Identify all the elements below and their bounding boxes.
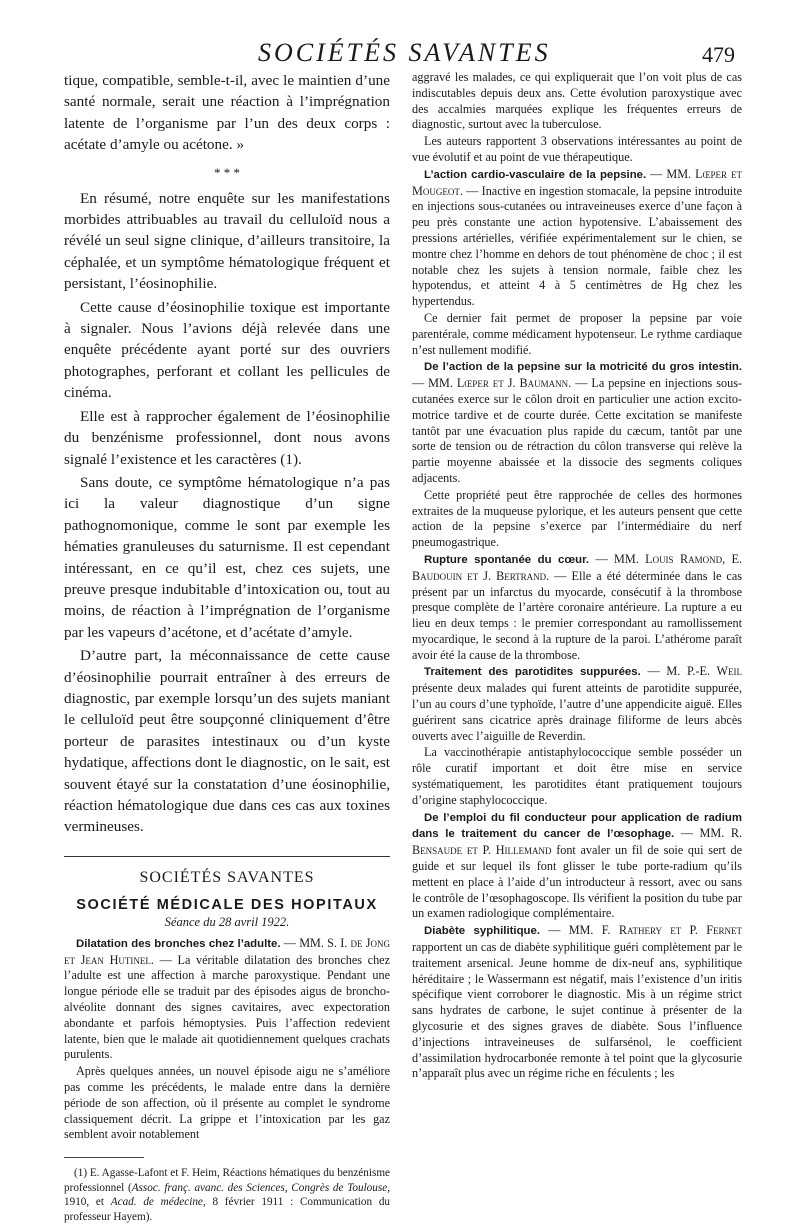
abstract-rubric: De l’emploi du fil conducteur pour application de radium dans le traitement du cancer de l’œsophage.	[412, 811, 742, 841]
abstract-authors: — MM. Louis Ramond, E. Baudouin et J. Bertrand. —	[412, 551, 742, 583]
abstract-authors: — M. P.-E. Weil	[640, 664, 742, 679]
section-divider	[64, 856, 390, 857]
abstract-authors: — MM. Lœper et J. Baumann. —	[412, 376, 592, 391]
society-title: SOCIÉTÉ MÉDICALE DES HOPITAUX	[76, 896, 378, 913]
abstract-diabete	[412, 923, 742, 1082]
abstract-text: Inactive en ingestion stomacale, la pepsine introduite en injections sous-cutanées ou intraveineuses exerce d’une façon à peu près constante une action hypotensive. L’abaissement des pressions artérielles, vérifiée expérimentalement sur le chien, se montre chez l’homme en dehors de tout phénomène de choc ; il est notable chez les sujets à tension normale, faible chez les hypotendus, et atteint 4 à 5 centimètres de Hg chez les hypertendus.	[412, 183, 742, 309]
paragraph: La vaccinothérapie antistaphylococcique semble posséder un rôle curatif important et doit être mise en service systématiquement, les parotidites étant pratiquement toujours d’origine staphylococcique.	[412, 745, 742, 807]
paragraph: Les auteurs rapportent 3 observations intéressantes au point de vue évolutif et au point de vue thérapeutique.	[412, 134, 742, 164]
page-number: 479	[702, 42, 735, 67]
footnote-text: , 8 février 1911 : Communication du professeur Hayem).	[64, 1196, 391, 1223]
footnote-source: Assoc. franç. avanc. des Sciences, Congrès de Toulouse	[131, 1181, 388, 1194]
footnote	[64, 1166, 390, 1224]
asterism-divider: * * *	[214, 164, 240, 180]
paragraph: aggravé les malades, ce qui expliquerait que l’on voit plus de cas indiscutables depuis deux ans. Cette évolution paroxystique avec des accalmies marquées explique les fréquentes erreurs de diagnostic, surtout avec la tuberculose.	[412, 70, 742, 132]
abstract-text: La pepsine en injections sous-cutanées exerce sur le côlon droit en particulier une action excito-motrice tardive et de courte durée. Cette excitation se manifeste tantôt par une évacuation plus rapide du cæcum, tantôt par une sorte de tension ou de rétraction du côlon transverse qui relève la partie moyenne abaissée et la dissocie des segments coliques adjacents.	[412, 376, 742, 485]
abstract-parotidites	[412, 664, 742, 744]
abstract-rubric: Dilatation des bronches chez l’adulte.	[76, 937, 281, 950]
abstract-text: Elle a été déterminée dans le cas présent par un infarctus du myocarde, consécutif à la thrombose presque complète de l’artère coronaire antérieure. La rupture a eu lieu en deux temps : le premier correspondant au ramollissement myocardique, le second à la rupture de la paroi. L’athérome paraît avoir été la cause de la thrombose.	[412, 568, 742, 662]
abstract-authors: — MM. R. Bensaude et P. Hillemand	[412, 826, 742, 858]
paragraph: Sans doute, ce symptôme hématologique n’a pas ici la valeur diagnostique d’un signe pathognomonique, comme le sont par exemple les hématies granuleuses du saturnisme. Il est cependant intéressant, en ce qu’il est, chez ces sujets, une preuve presque indubitable d’intoxication ou, tout au moins, de réaction à l’imprégnation de l’organisme par les vapeurs d’acétone, et d’acétate d’amyle.	[64, 473, 390, 641]
abstract-rubric: Rupture spontanée du cœur.	[424, 553, 590, 566]
paragraph: Après quelques années, un nouvel épisode aigu ne s’améliore pas comme les précédents, le malade entre dans la dernière période de son affection, où il présente au complet le syndrome classiquement décrit. La grippe et l’intoxication par les gaz semblent avoir notablement	[64, 1064, 390, 1142]
running-title: SOCIÉTÉS SAVANTES	[258, 38, 551, 67]
abstract-rubric: Traitement des parotidites suppurées.	[424, 666, 641, 679]
abstract-text: présente deux malades qui furent atteints de parotidite suppurée, l’un au cours d’une typhoïde, l’autre d’une appendicite aiguë. Elles guérirent sans cicatrice après drainage filiforme de leurs abcès ouverts avec l’aiguille de Reverdin.	[412, 681, 742, 743]
abstract-authors: — MM. F. Rathery et P. Fernet	[540, 923, 743, 938]
left-column	[64, 70, 390, 1224]
right-column	[412, 70, 742, 1082]
running-head	[0, 38, 800, 68]
paragraph: tique, compatible, semble-t-il, avec le maintien d’une santé normale, serait une réaction à l’imprégnation latente de l’organisme par l’un des deux corps : acétate d’amyle ou acétone. »	[64, 72, 390, 154]
abstract-authors: — MM. Lœper et Mougeot. —	[412, 166, 743, 198]
footnote-text: , 1910, et	[64, 1181, 390, 1209]
abstract-dilatation	[64, 936, 390, 1063]
abstract-rupture	[412, 552, 742, 664]
footnote-text: (1) E. Agasse-Lafont et F. Heim, Réactions hématiques du benzénisme professionnel (	[64, 1167, 390, 1194]
paragraph: Cette propriété peut être rapprochée de celles des hormones extraites de la muqueuse pylorique, et les auteurs pensent que cette action de la pepsine s’exerce par l’intermédiaire du nerf pneumogastrique.	[412, 487, 742, 550]
session-date: Séance du 28 avril 1922.	[164, 914, 290, 929]
paragraph: Elle est à rapprocher également de l’éosinophilie du benzénisme professionnel, dont nous avons signalé l’existence et les caractères (1).	[64, 407, 390, 468]
abstract-text: font avaler un fil de soie qui sert de guide et sur lequel ils font glisser le tube porte-radium qu’ils mettent en place à l’aide d’un introducteur à ressort, avec ou sans le contrôle de l’œsophagoscope. Ils vérifient la position du tube par un examen radiologique complémentaire.	[412, 843, 742, 921]
abstract-gros-intestin	[412, 359, 742, 486]
section-title: SOCIÉTÉS SAVANTES	[139, 868, 315, 886]
abstract-radium	[412, 810, 742, 923]
abstract-rubric: Diabète syphilitique.	[424, 925, 540, 938]
paragraph: Cette cause d’éosinophilie toxique est importante à signaler. Nous l’avions déjà relevée dans une enquête précédente ayant porté sur des ouvriers photographes, perforant et collant les pellicules de cinéma.	[64, 298, 390, 402]
abstract-rubric: De l’action de la pepsine sur la motricité du gros intestin.	[424, 361, 742, 374]
abstract-text: La véritable dilatation des bronches chez l’adulte est une affection à marche paroxystique. Pendant une longue période elle se traduit par des épisodes aigus de broncho-alvéolite donnant des signes cavitaires, avec expectoration abondante et parfois hémoptysies. Puis l’affection redevient latente, bien que le malade ait quotidiennement quelques crachats purulents.	[64, 952, 390, 1062]
paragraph: D’autre part, la méconnaissance de cette cause d’éosinophilie pourrait entraîner à des erreurs de diagnostic, par exemple lorsqu’un des sujets maniant le celluloïd peut être soupçonné cliniquement d’être porteur de parasites intestinaux ou d’un kyste hydatique, affections dont le diagnostic, on le sait, est souvent étayé sur la constatation d’une éosinophilie, réaction hématologique due dans ces cas aux toxines vermineuses.	[64, 647, 390, 836]
abstract-rubric: L’action cardio-vasculaire de la pepsine.	[424, 168, 647, 181]
footnote-divider	[64, 1157, 144, 1158]
paragraph: Ce dernier fait permet de proposer la pepsine par voie parentérale, comme médicament hypotenseur. Le rythme cardiaque n’est nullement modifié.	[412, 310, 742, 357]
abstract-authors: — MM. S. I. de Jong et Jean Hutinel. —	[64, 935, 391, 967]
abstract-cardio	[412, 167, 742, 310]
paragraph: En résumé, notre enquête sur les manifestations morbides attribuables au travail du celluloïd nous a révélé un seul signe clinique, d’ailleurs transitoire, la céphalée, et un symptôme hématologique fréquent et persistant, l’éosinophilie.	[64, 189, 390, 293]
footnote-source: Acad. de médecine	[110, 1196, 203, 1209]
abstract-text: rapportent un cas de diabète syphilitique guéri complètement par le traitement arsenical. Jeune homme de dix-neuf ans, syphilitique héréditaire ; le Wassermann est négatif, mais l’existence d’un iritis spécifique vient corroborer le diagnostic. Mis à un régime strict sans hydrates de carbone, le sujet continue à présenter de la glycosurie et des signes graves de diabète. Sous l’influence d’injections intraveineuses de sulfarsénol, le coefficient d’assimilation hydrocarbonée remonte à tel point que la glycosurie n’apparaît plus avec un régime riche en féculents ; les	[412, 940, 742, 1081]
